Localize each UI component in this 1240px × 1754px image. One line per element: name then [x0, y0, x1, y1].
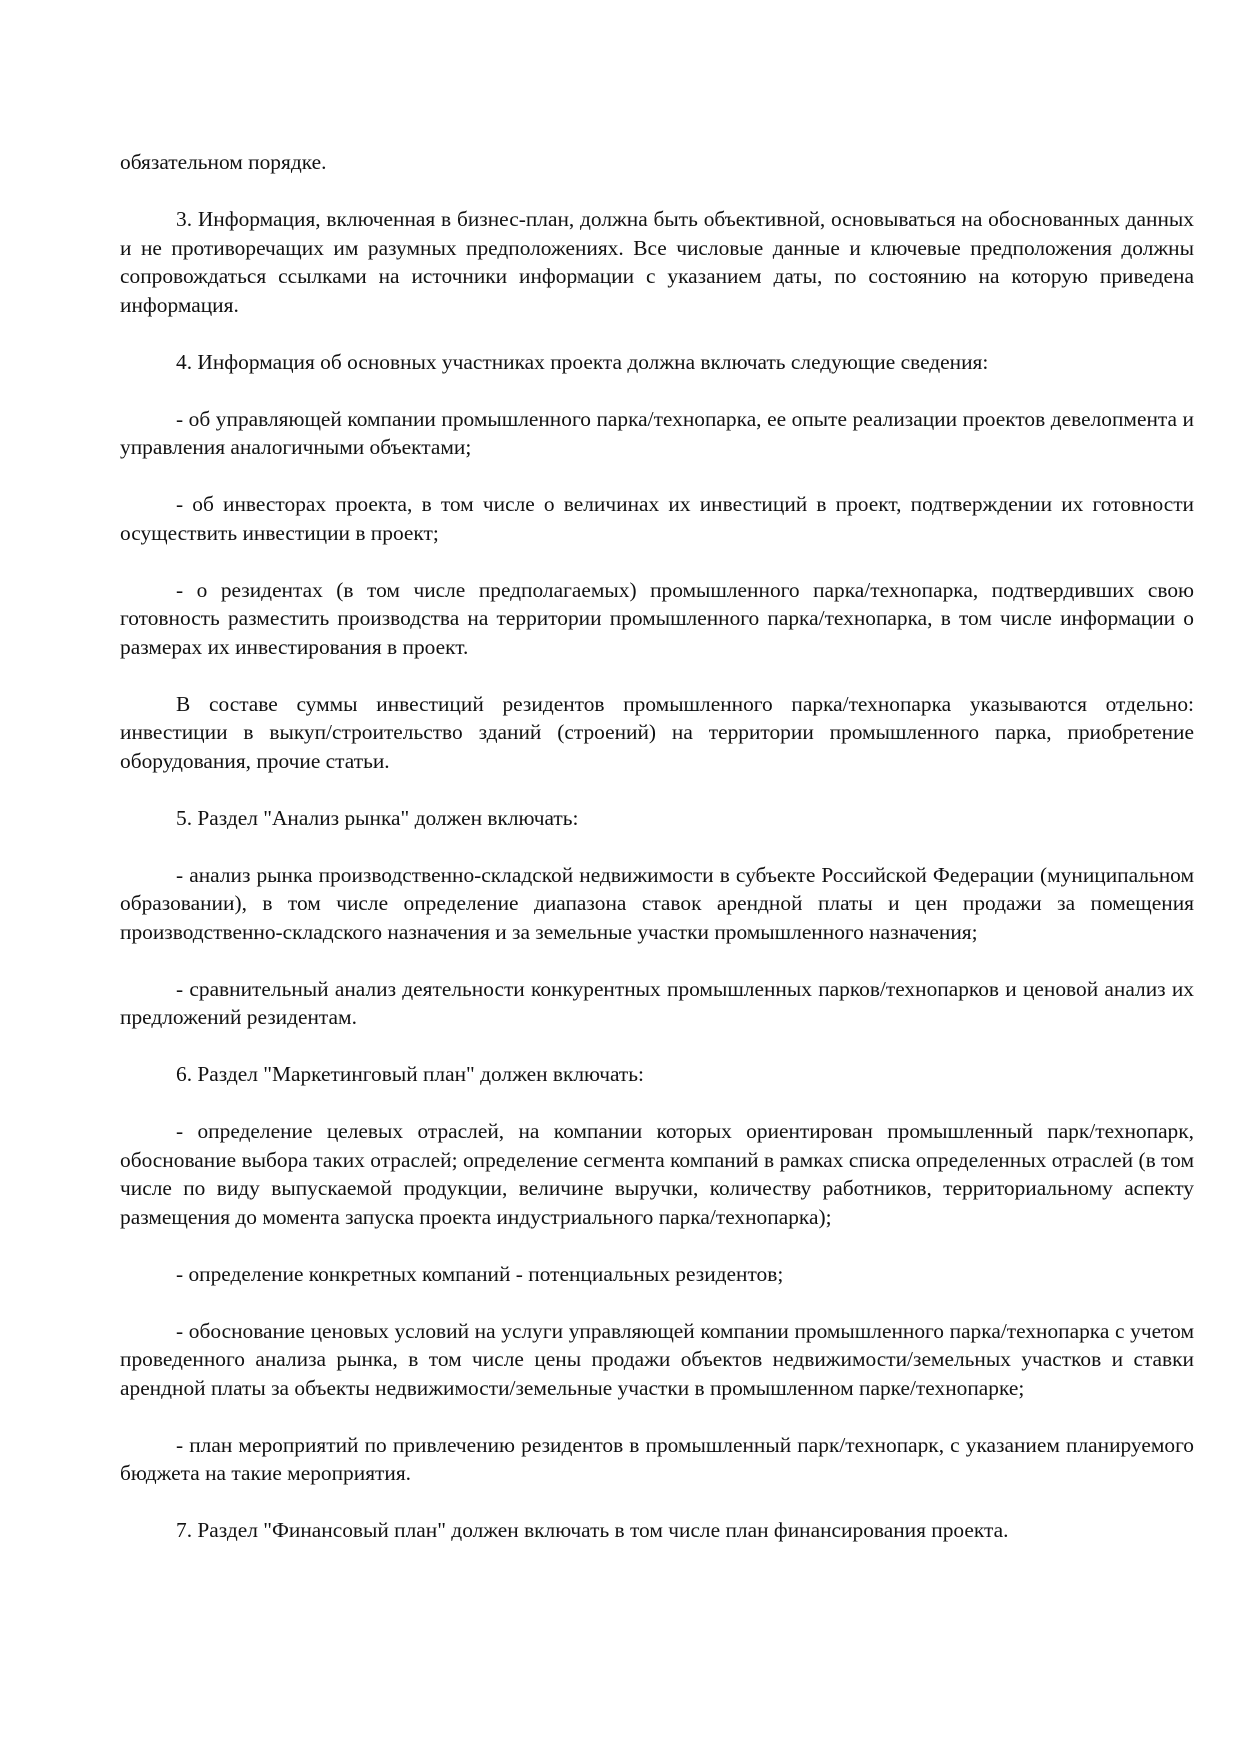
paragraph-investors: - об инвесторах проекта, в том числе о величинах их инвестиций в проект, подтверждении их готовности осуществить инвестиции в проект; [120, 492, 1194, 545]
paragraph-attraction-plan: - план мероприятий по привлечению резидентов в промышленный парк/технопарк, с указанием планируемого бюджета на такие мероприятия. [120, 1432, 1194, 1485]
paragraph-item-5: 5. Раздел "Анализ рынка" должен включать: [176, 805, 579, 830]
paragraph-item-7: 7. Раздел "Финансовый план" должен включать в том числе план финансирования проекта. [176, 1518, 1009, 1542]
paragraph-continuation: обязательном порядке. [120, 150, 327, 174]
paragraph-potential-residents: - определение конкретных компаний - потенциальных резидентов; [176, 1261, 784, 1286]
paragraph-item-3: 3. Информация, включенная в бизнес-план, должна быть объективной, основываться на обоснованных данных и не противоречащих им разумных предположениях. Все числовые данные и ключевые предположения должны сопровождаться ссылками на источники информации с указанием даты, по состоянию на которую приведена информация. [120, 207, 1194, 317]
paragraph-residents: - о резидентах (в том числе предполагаемых) промышленного парка/технопарка, подтвердивших свою готовность разместить производства на территории промышленного парка/технопарка, в том числе информации о размерах их инвестирования в проект. [120, 577, 1194, 659]
paragraph-competitive-analysis: - сравнительный анализ деятельности конкурентных промышленных парков/технопарков и ценовой анализ их предложений резидентам. [120, 976, 1194, 1029]
paragraph-resident-investments: В составе суммы инвестиций резидентов промышленного парка/технопарка указываются отдельно: инвестиции в выкуп/строительство зданий (строений) на территории промышленного парка, приобретение оборудования, прочие статьи. [120, 691, 1194, 773]
paragraph-target-industries: - определение целевых отраслей, на компании которых ориентирован промышленный парк/технопарк, обоснование выбора таких отраслей; определение сегмента компаний в рамках списка определенных отраслей (в том числе по виду выпускаемой продукции, величине выручки, количеству работников, территориальному аспекту размещения до момента запуска проекта индустриального парка/технопарка); [120, 1119, 1194, 1229]
document-page [120, 148, 1194, 1573]
paragraph-management-company: - об управляющей компании промышленного парка/технопарка, ее опыте реализации проектов девелопмента и управления аналогичными объектами; [120, 406, 1194, 459]
paragraph-item-6: 6. Раздел "Маркетинговый план" должен включать: [176, 1062, 644, 1086]
paragraph-market-analysis: - анализ рынка производственно-складской недвижимости в субъекте Российской Федерации (муниципальном образовании), в том числе определение диапазона ставок арендной платы и цен продажи за помещения производственно-складского назначения и за земельные участки промышленного назначения; [120, 862, 1194, 944]
paragraph-item-4: 4. Информация об основных участниках проекта должна включать следующие сведения: [176, 349, 989, 374]
paragraph-pricing: - обоснование ценовых условий на услуги управляющей компании промышленного парка/технопарка с учетом проведенного анализа рынка, в том числе цены продажи объектов недвижимости/земельных участков и ставки арендной платы за объекты недвижимости/земельные участки в промышленном парке/технопарке; [120, 1318, 1194, 1400]
